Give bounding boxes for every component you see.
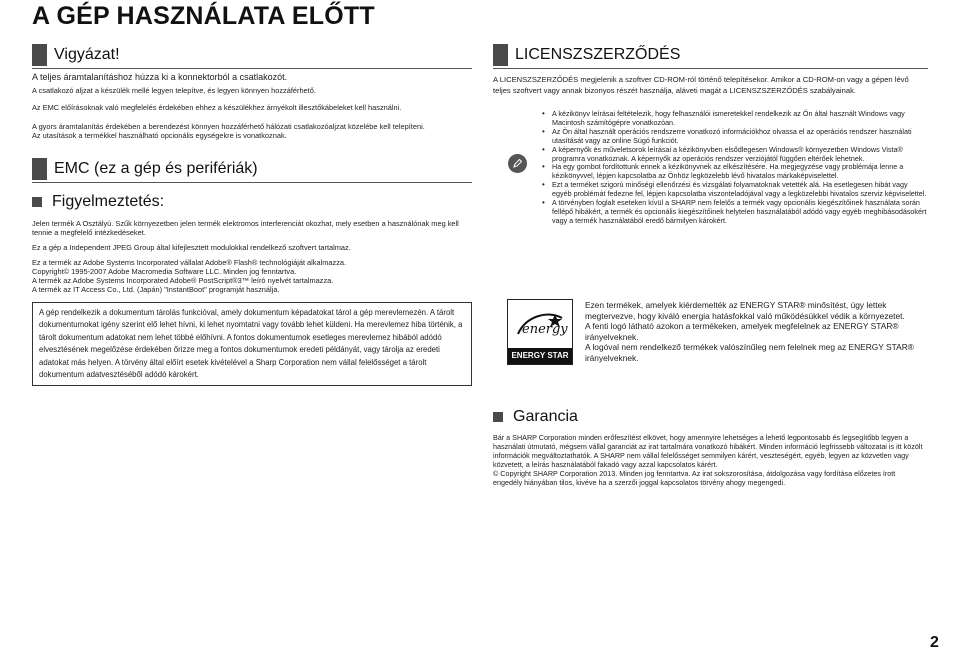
emc-cable-note: Az EMC előírásoknak való megfelelés érdekében ehhez a készülékhez árnyékolt illesztőkábeleket kell használni. xyxy=(32,103,402,112)
license-section xyxy=(493,44,928,69)
copyright-note: © Copyright SHARP Corporation 2013. Minden jog fenntartva. Az irat sokszorosítása, átdolgozása vagy fordítása előzetes írott engedély hiányában tilos, kivéve ha a szerzői joggal kapcsolatos törvény ahogy megengedi. xyxy=(493,469,896,487)
svg-text:energy: energy xyxy=(522,322,568,337)
heading-rule xyxy=(32,68,472,69)
list-item: • Ezt a terméket szigorú minőségi ellenőrzési és vizsgálati folyamatoknak vetették alá. Ha esetlegesen hibát vagy egyéb problémát fedezne fel, lépjen kapcsolatba viszonteladójával vagy a legközelebbi hivatalos szerviz képviselettel. xyxy=(552,181,928,199)
heading-bar xyxy=(32,44,47,66)
list-item: • A kézikönyv leírásai feltételezik, hogy felhasználói ismeretekkel rendelkezik az Ön által használt Windows vagy Macintosh számítógépre vonatkozóan. xyxy=(552,110,928,128)
license-heading: LICENSZSZERZŐDÉS xyxy=(493,44,928,66)
pencil-icon xyxy=(512,158,523,169)
caution-line-2: A csatlakozó aljzat a készülék mellé legyen telepítve, és legyen könnyen hozzáférhető. xyxy=(32,86,316,95)
energy-line: Ezen termékek, amelyek kiérdemelték az ENERGY STAR® minősítést, úgy lettek megtervezve, hogy kiváló energia hatásfokkal való működésükkel védik a környezetet. xyxy=(585,300,905,321)
document-storage-box xyxy=(32,302,472,386)
emc-section xyxy=(32,158,472,183)
warranty-heading: Garancia xyxy=(493,408,578,426)
emc-heading: EMC (ez a gép és perifériák) xyxy=(32,158,472,180)
list-item: • Ha egy gombot fordítottunk ennek a kézikönyvnek az elkészítésére. Ha megjegyzése vagy problémája lenne a kézikönyvvel, lépjen kapcsolatba az Önhöz legközelebb lévő hivatalos márkaképviselettel. xyxy=(552,163,928,181)
energy-star-label: ENERGY STAR xyxy=(511,351,569,360)
warning-subheading: Figyelmeztetés: xyxy=(32,193,164,211)
caution-section xyxy=(32,44,472,69)
page-number: 2 xyxy=(930,634,939,651)
note-icon xyxy=(508,154,527,173)
heading-bar xyxy=(32,158,47,180)
class-a-note: Jelen termék A Osztályú. Szűk környezetben jelen termék elektromos interferenciát okozhat, mely esetben a használónak meg kell tennie a megfelelő intézkedéseket. xyxy=(32,219,459,237)
warranty-paragraph: Bár a SHARP Corporation minden erőfeszítést elkövet, hogy amennyire lehetséges a lehető legpontosabb és legsegítőbb legyen a használati útmutató, mégsem vállal garanciát az irat tartalmára vonatkozó hibákért. Minden információ legfrissebb változatai is itt közölt információk megváltoztathatók. A SHARP nem vállal felelősséget semmilyen kárért, veszteségért, egyéb, legyen az közvetlen vagy közvetett, a leírás használatából fakadó vagy azzal kapcsolatos kárért. xyxy=(493,433,923,469)
adobe-line: Copyright© 1995-2007 Adobe Macromedia Software LLC. Minden jog fenntartva. xyxy=(32,267,297,276)
caution-line-1: A teljes áramtalanításhoz húzza ki a konnektorból a csatlakozót. xyxy=(32,72,288,82)
jpeg-note: Ez a gép a Independent JPEG Group által kifejlesztett modulokkal rendelkező szoftvert tartalmaz. xyxy=(32,243,351,252)
list-item: • A képernyők és műveletsorok leírásai a kézikönyvben elsődlegesen Windows® környezetben Windows Vista® programra vonatkoznak. A képernyők az operációs rendszer verziójától függően eltérőek lehetnek. xyxy=(552,146,928,164)
energy-line: A logóval nem rendelkező termékek valószínűleg nem felelnek meg az ENERGY STAR® irányelveknek. xyxy=(585,342,914,363)
subheading-square xyxy=(32,197,42,207)
options-note: Az utasítások a termékkel használható opcionális egységekre is vonatkoznak. xyxy=(32,131,287,140)
caution-heading: Vigyázat! xyxy=(32,44,472,66)
heading-bar xyxy=(493,44,508,66)
adobe-line: A termék az Adobe Systems Incorporated Adobe® PostScript®3™ leíró nyelvét tartalmazza. xyxy=(32,276,334,285)
adobe-line: Ez a termék az Adobe Systems Incorporated vállalat Adobe® Flash® technológiáját alkalmazza. xyxy=(32,258,347,267)
adobe-line: A termék az IT Access Co., Ltd. (Japán) "InstantBoot" programját használja. xyxy=(32,285,280,294)
list-item: • A törvényben foglalt eseteken kívül a SHARP nem felelős a termék vagy opcionális kiegészítőinek használata során fellépő hibákért, a termék és opcionális kiegészítőinek helytelen használatából adódó vagy egyéb meghibásodásokért vagy a termék használatából eredő bármilyen károkért. xyxy=(552,199,928,226)
license-bullets xyxy=(540,110,928,226)
power-socket-note: A gyors áramtalanítás érdekében a berendezést könnyen hozzáférhető hálózati csatlakozóaljzat közelébe kell telepíteni. xyxy=(32,122,425,131)
license-intro: A LICENSZSZERZŐDÉS megjelenik a szoftver CD-ROM-ról történő telepítésekor. Amikor a CD-ROM-on vagy a gépen lévő teljes szoftvert vagy annak bizonyos részét használja, aláveti magát a LICENSZSZERZŐDÉS szabályainak. xyxy=(493,75,909,95)
subheading-square xyxy=(493,412,503,422)
energy-star-logo xyxy=(507,299,573,365)
energy-star-text xyxy=(585,300,928,363)
page-title: A GÉP HASZNÁLATA ELŐTT xyxy=(32,2,375,30)
heading-rule xyxy=(493,68,928,69)
list-item: • Az Ön által használt operációs rendszerre vonatkozó információkhoz olvassa el az operációs rendszer használati utasítását vagy az online Súgó funkciót. xyxy=(552,128,928,146)
adobe-notes xyxy=(32,258,472,294)
document-storage-text: A gép rendelkezik a dokumentum tárolás funkcióval, amely dokumentum képadatokat tárol a gép merevlemezén. A tárolt dokumentumokat igény szerint elő lehet hívni, ki lehet nyomtatni vagy tovább lehet küldeni. Ha merevlemez hiba történik, a tárolt dokumentum adatokat nem lehet többé előhívni. A fontos dokumentumok esetleges merevlemez hibából adódó elvesztésének megelőzése érdekében őrizze meg a fontos dokumentumok eredeti példányát, vagy tárolja az eredeti adatokat más helyen. A törvény által előírt esetek kivételével a Sharp Corporation nem vállal felelősséget a tárolt dokumentum adatvesztéséből adódó károkért. xyxy=(39,308,463,380)
energy-line: A fenti logó látható azokon a termékeken, amelyek megfelelnek az ENERGY STAR® irányelveknek. xyxy=(585,321,899,342)
heading-rule xyxy=(32,182,472,183)
warranty-text xyxy=(493,433,926,487)
